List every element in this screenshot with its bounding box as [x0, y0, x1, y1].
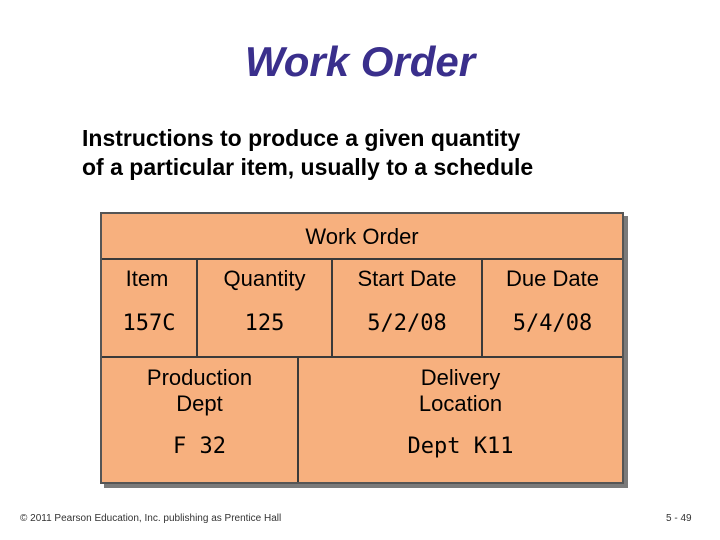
divider-top [102, 258, 622, 260]
production-dept-label [102, 365, 297, 417]
value-start-date: 5/2/08 [367, 311, 447, 336]
col-header-quantity: Quantity [223, 266, 306, 291]
col-header-due-date: Due Date [506, 266, 599, 291]
copyright-notice: © 2011 Pearson Education, Inc. publishing as Prentice Hall [20, 513, 282, 524]
work-order-form [100, 212, 624, 484]
production-label-line-2: Dept [176, 391, 223, 416]
production-label-line-1: Production [146, 365, 253, 390]
subtitle-line-2: of a particular item, usually to a schedule [82, 154, 534, 180]
delivery-label-line-1: Delivery [420, 365, 501, 390]
value-item: 157C [122, 311, 176, 336]
delivery-location-value: Dept K11 [407, 434, 514, 459]
col-header-start-date: Start Date [357, 266, 457, 291]
divider-values-right [332, 356, 622, 358]
production-dept-value: F 32 [173, 434, 226, 459]
delivery-label-line-2: Location [418, 391, 503, 416]
slide-subtitle [82, 124, 682, 182]
slide-title: Work Order [244, 38, 476, 85]
col-header-item: Item [125, 266, 169, 291]
subtitle-line-1: Instructions to produce a given quantity [82, 125, 521, 151]
work-order-heading: Work Order [305, 224, 419, 249]
page-number: 5 - 49 [666, 513, 692, 524]
value-due-date: 5/4/08 [512, 311, 593, 336]
delivery-location-label [299, 365, 622, 417]
value-quantity: 125 [244, 311, 285, 336]
